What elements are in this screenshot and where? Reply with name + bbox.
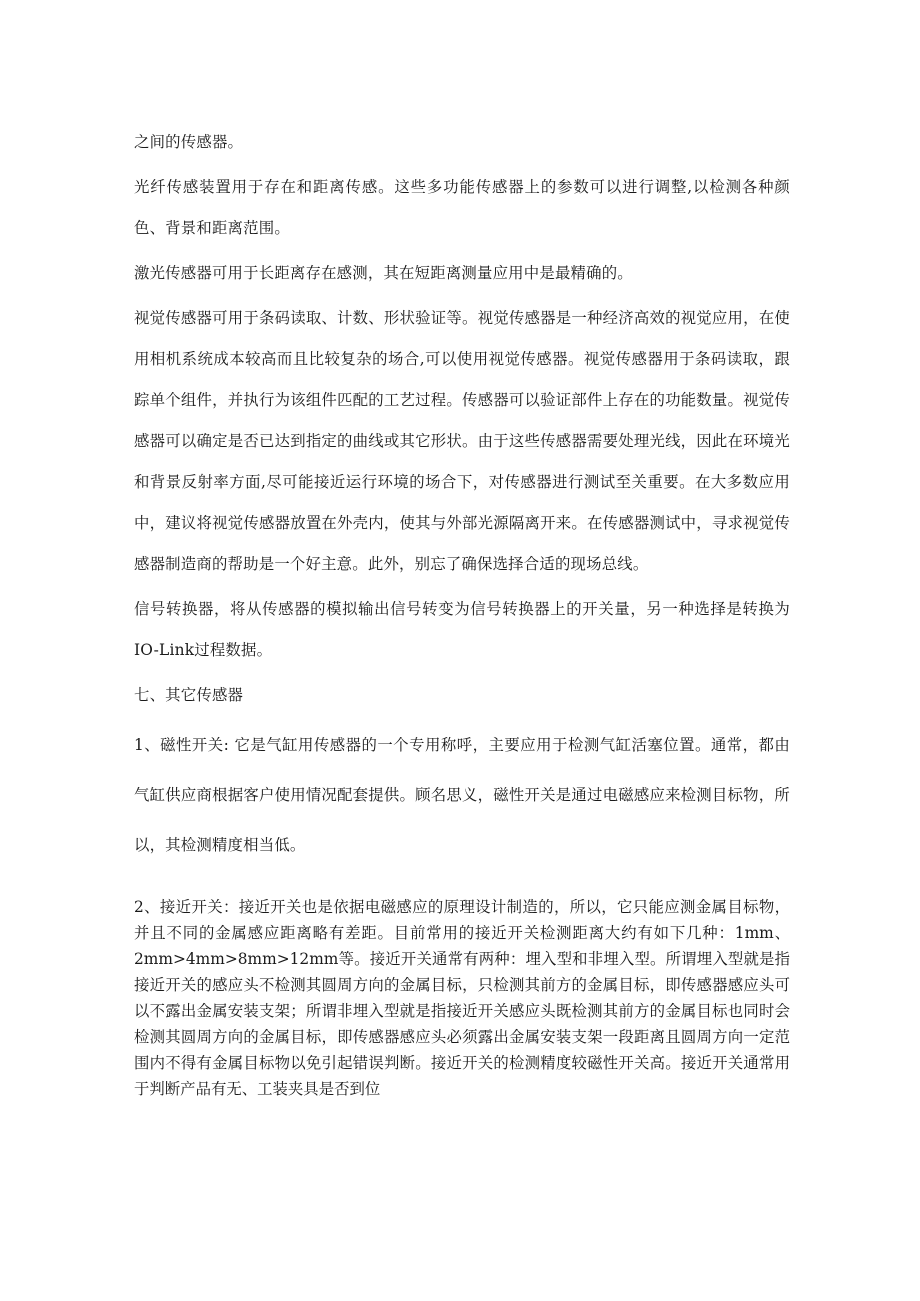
paragraph-vision-sensor: 视觉传感器可用于条码读取、计数、形状验证等。视觉传感器是一种经济高效的视觉应用，在使用相机系统成本较高而且比较复杂的场合,可以使用视觉传感器。视觉传感器用于条码读取，跟踪单个组件，并执行为该组件匹配的工艺过程。传感器可以验证部件上存在的功能数量。视觉传感器可以确定是否已达到指定的曲线或其它形状。由于这些传感器需要处理光线，因此在环境光和背景反射率方面,尽可能接近运行环境的场合下，对传感器进行测试至关重要。在大多数应用中，建议将视觉传感器放置在外壳内，使其与外部光源隔离开来。在传感器测试中，寻求视觉传感器制造商的帮助是一个好主意。此外，别忘了确保选择合适的现场总线。: [134, 309, 790, 573]
paragraph-proximity-switch: 2、接近开关：接近开关也是依据电磁感应的原理设计制造的，所以，它只能应测金属目标物，并且不同的金属感应距离略有差距。目前常用的接近开关检测距离大约有如下几种：1mm、2mm>4mm>8mm>12mm等。接近开关通常有两种：埋入型和非埋入型。所谓埋入型就是指接近开关的感应头不检测其圆周方向的金属目标，只检测其前方的金属目标，即传感器感应头可以不露出金属安装支架；所谓非埋入型就是指接近开关感应头既检测其前方的金属目标也同时会检测其圆周方向的金属目标，即传感器感应头必须露出金属安装支架一段距离且圆周方向一定范围内不得有金属目标物以免引起错误判断。接近开关的检测精度较磁性开关高。接近开关通常用于判断产品有无、工装夹具是否到位: [134, 898, 790, 1098]
section-heading-other-sensors: 七、其它传感器: [134, 686, 244, 704]
paragraph-fiber-optic-sensor: 光纤传感装置用于存在和距离传感。这些多功能传感器上的参数可以进行调整,以检测各种颜色、背景和距离范围。: [134, 178, 790, 237]
paragraph-continuation: 之间的传感器。: [134, 133, 244, 151]
paragraph-magnetic-switch: 1、磁性开关: 它是气缸用传感器的一个专用称呼，主要应用于检测气缸活塞位置。通常，都由气缸供应商根据客户使用情况配套提供。顾名思义，磁性开关是通过电磁感应来检测目标物，所以，其检测精度相当低。: [134, 736, 790, 854]
paragraph-laser-sensor: 激光传感器可用于长距离存在感测，其在短距离测量应用中是最精确的。: [134, 264, 633, 282]
paragraph-signal-converter: 信号转换器，将从传感器的模拟输出信号转变为信号转换器上的开关量，另一种选择是转换为IO-Link过程数据。: [134, 600, 790, 659]
document-body: [134, 122, 790, 1102]
